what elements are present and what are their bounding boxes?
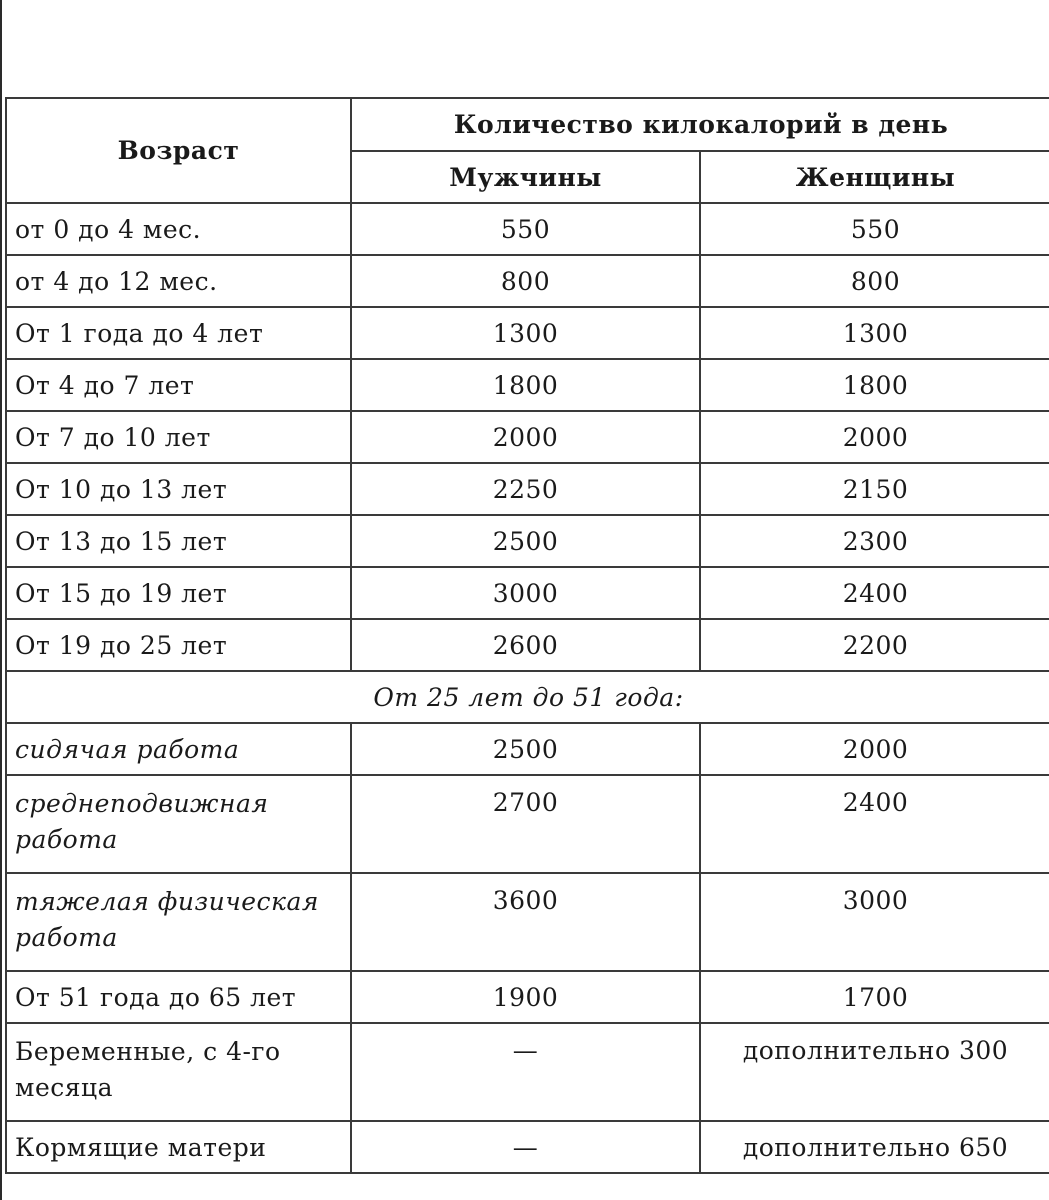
table-row [6,307,1049,359]
table-row [6,1023,1049,1121]
row-age: От 10 до 13 лет [6,463,351,515]
row-women-value: 800 [700,255,1049,307]
row-women-value: 1700 [700,971,1049,1023]
row-women-value: 3000 [700,873,1049,971]
left-border-line [0,0,2,1200]
table-row [6,411,1049,463]
header-women: Женщины [700,151,1049,203]
row-age: От 15 до 19 лет [6,567,351,619]
table-row [6,359,1049,411]
row-men-value: 2500 [351,723,700,775]
row-age: От 19 до 25 лет [6,619,351,671]
header-age: Возраст [6,98,351,203]
table-row [6,723,1049,775]
row-age: Беременные, с 4-го месяца [6,1023,351,1121]
row-men-value: 2600 [351,619,700,671]
row-women-value: дополнительно 650 [700,1121,1049,1173]
row-men-value: 550 [351,203,700,255]
row-women-value: 2400 [700,567,1049,619]
row-men-value: — [351,1023,700,1121]
table-row [6,567,1049,619]
row-age: От 7 до 10 лет [6,411,351,463]
row-women-value: 2150 [700,463,1049,515]
row-men-value: 2700 [351,775,700,873]
table-row [6,775,1049,873]
row-men-value: — [351,1121,700,1173]
table-row [6,971,1049,1023]
section-label: От 25 лет до 51 года: [6,671,1049,723]
row-women-value: 1800 [700,359,1049,411]
row-women-value: 2300 [700,515,1049,567]
row-women-value: дополнительно 300 [700,1023,1049,1121]
row-women-value: 2200 [700,619,1049,671]
row-age: среднеподвижная работа [6,775,351,873]
calorie-table [5,97,1049,1174]
row-age: От 51 года до 65 лет [6,971,351,1023]
row-women-value: 2000 [700,723,1049,775]
row-age: От 1 года до 4 лет [6,307,351,359]
row-age: От 13 до 15 лет [6,515,351,567]
row-age: Кормящие матери [6,1121,351,1173]
table-row [6,515,1049,567]
table-row [6,463,1049,515]
table-row [6,873,1049,971]
row-men-value: 1900 [351,971,700,1023]
table-row [6,255,1049,307]
section-row [6,671,1049,723]
row-women-value: 550 [700,203,1049,255]
row-men-value: 3600 [351,873,700,971]
row-men-value: 1800 [351,359,700,411]
row-men-value: 2250 [351,463,700,515]
row-men-value: 2500 [351,515,700,567]
table-row [6,203,1049,255]
row-men-value: 3000 [351,567,700,619]
header-kcal-per-day: Количество килокалорий в день [351,98,1049,151]
row-age: тяжелая физическая работа [6,873,351,971]
row-age: от 4 до 12 мес. [6,255,351,307]
header-men: Мужчины [351,151,700,203]
row-men-value: 2000 [351,411,700,463]
row-women-value: 2000 [700,411,1049,463]
row-men-value: 800 [351,255,700,307]
row-age: От 4 до 7 лет [6,359,351,411]
row-age: от 0 до 4 мес. [6,203,351,255]
row-age: сидячая работа [6,723,351,775]
table-row [6,1121,1049,1173]
row-men-value: 1300 [351,307,700,359]
row-women-value: 2400 [700,775,1049,873]
table-row [6,619,1049,671]
row-women-value: 1300 [700,307,1049,359]
